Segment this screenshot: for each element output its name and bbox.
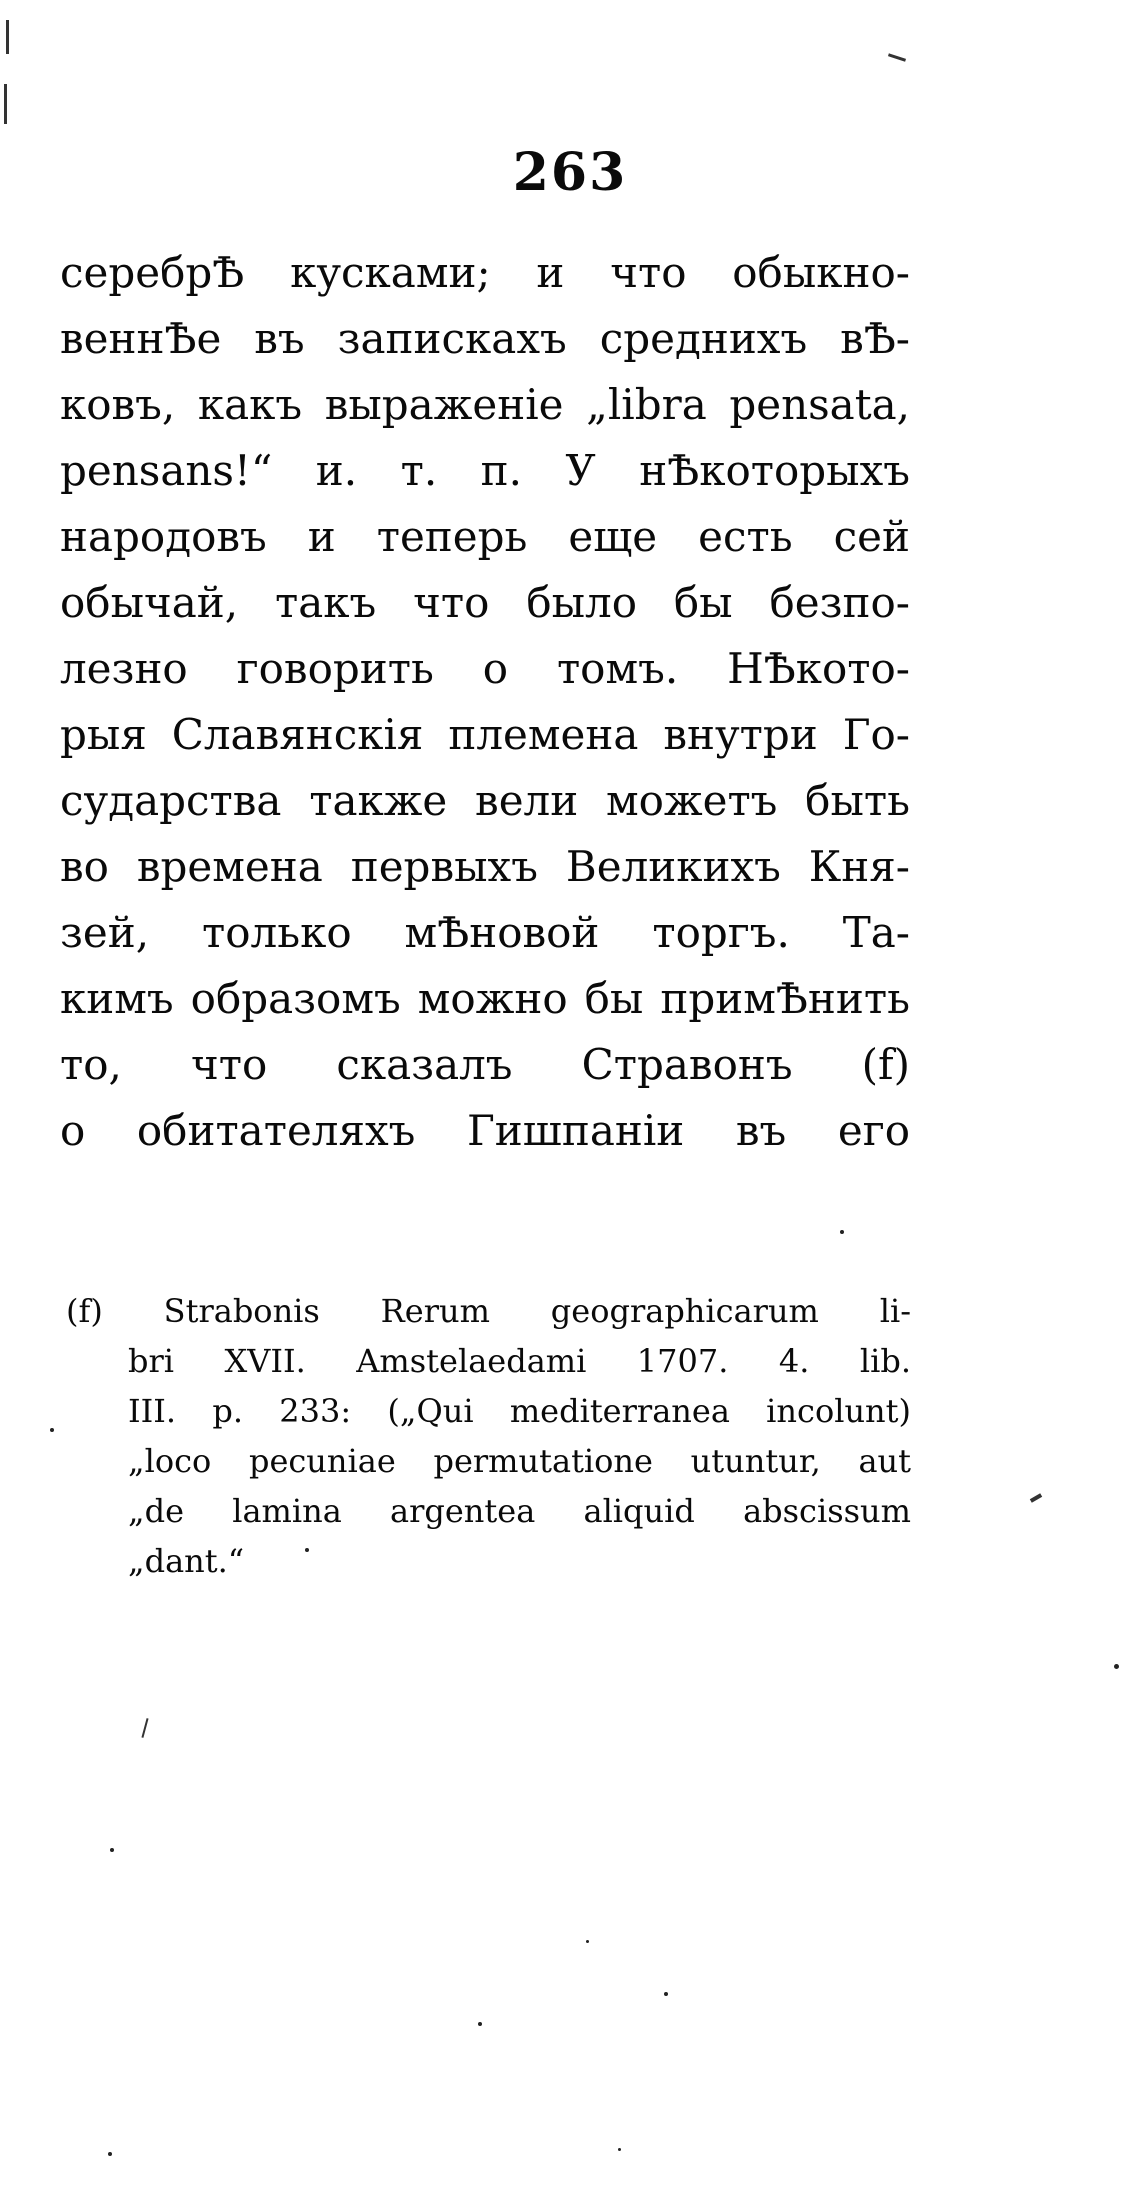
scan-speck (108, 2152, 112, 2156)
footnote-line: „dant.“ (128, 1542, 245, 1580)
body-line: сударства также вели можетъ быть (60, 776, 910, 825)
footnote-line: „de lamina argentea aliquid abscissum (128, 1492, 911, 1530)
scan-speck (1114, 1664, 1119, 1669)
body-line: во времена первыхъ Великихъ Кня- (60, 842, 910, 891)
scan-speck (478, 2022, 482, 2026)
body-line: серебрѢ кусками; и что обыкно- (60, 248, 910, 297)
footnote-line: III. p. 233: („Qui mediterranea incolunt) (128, 1392, 911, 1430)
scan-speck (110, 1848, 114, 1852)
scan-speck (618, 2148, 621, 2151)
scan-mark (4, 84, 7, 124)
body-line: pensans!“ и. т. п. У нѢкоторыхъ (60, 446, 910, 495)
scan-speck (586, 1940, 589, 1943)
scan-mark (6, 20, 9, 54)
body-line: обычай, такъ что было бы безпо- (60, 578, 910, 627)
footnote-text: Strabonis Rerum geographicarum li- (163, 1292, 911, 1330)
scan-mark (888, 53, 906, 61)
scan-speck (840, 1230, 844, 1234)
body-line: веннѢе въ запискахъ среднихъ вѢ- (60, 314, 910, 363)
body-line: то, что сказалъ Стравонъ (f) (60, 1040, 910, 1089)
footnote-line: bri XVII. Amstelaedami 1707. 4. lib. (128, 1342, 911, 1380)
scan-speck (50, 1428, 54, 1432)
page-number: 263 (512, 142, 628, 203)
body-line: о обитателяхъ Гишпаніи въ его (60, 1106, 910, 1155)
body-line: рыя Славянскія племена внутри Го- (60, 710, 910, 759)
footnote-line: „loco pecuniae permutatione utuntur, aut (128, 1442, 911, 1480)
body-line: зей, только мѢновой торгъ. Та- (60, 908, 910, 957)
scan-mark (1030, 1493, 1042, 1502)
footnote (66, 1286, 911, 1586)
scan-speck (305, 1548, 309, 1552)
body-line: народовъ и теперь еще есть сей (60, 512, 910, 561)
body-line: кимъ образомъ можно бы примѢнить (60, 974, 910, 1023)
scan-speck (664, 1992, 668, 1996)
body-text (60, 240, 910, 1164)
body-line: ковъ, какъ выраженіе „libra pensata, (60, 380, 910, 429)
body-line: лезно говорить о томъ. НѢкото- (60, 644, 910, 693)
scan-mark (141, 1718, 148, 1738)
footnote-mark: (f) (66, 1292, 103, 1330)
footnote-line (66, 1286, 911, 1336)
